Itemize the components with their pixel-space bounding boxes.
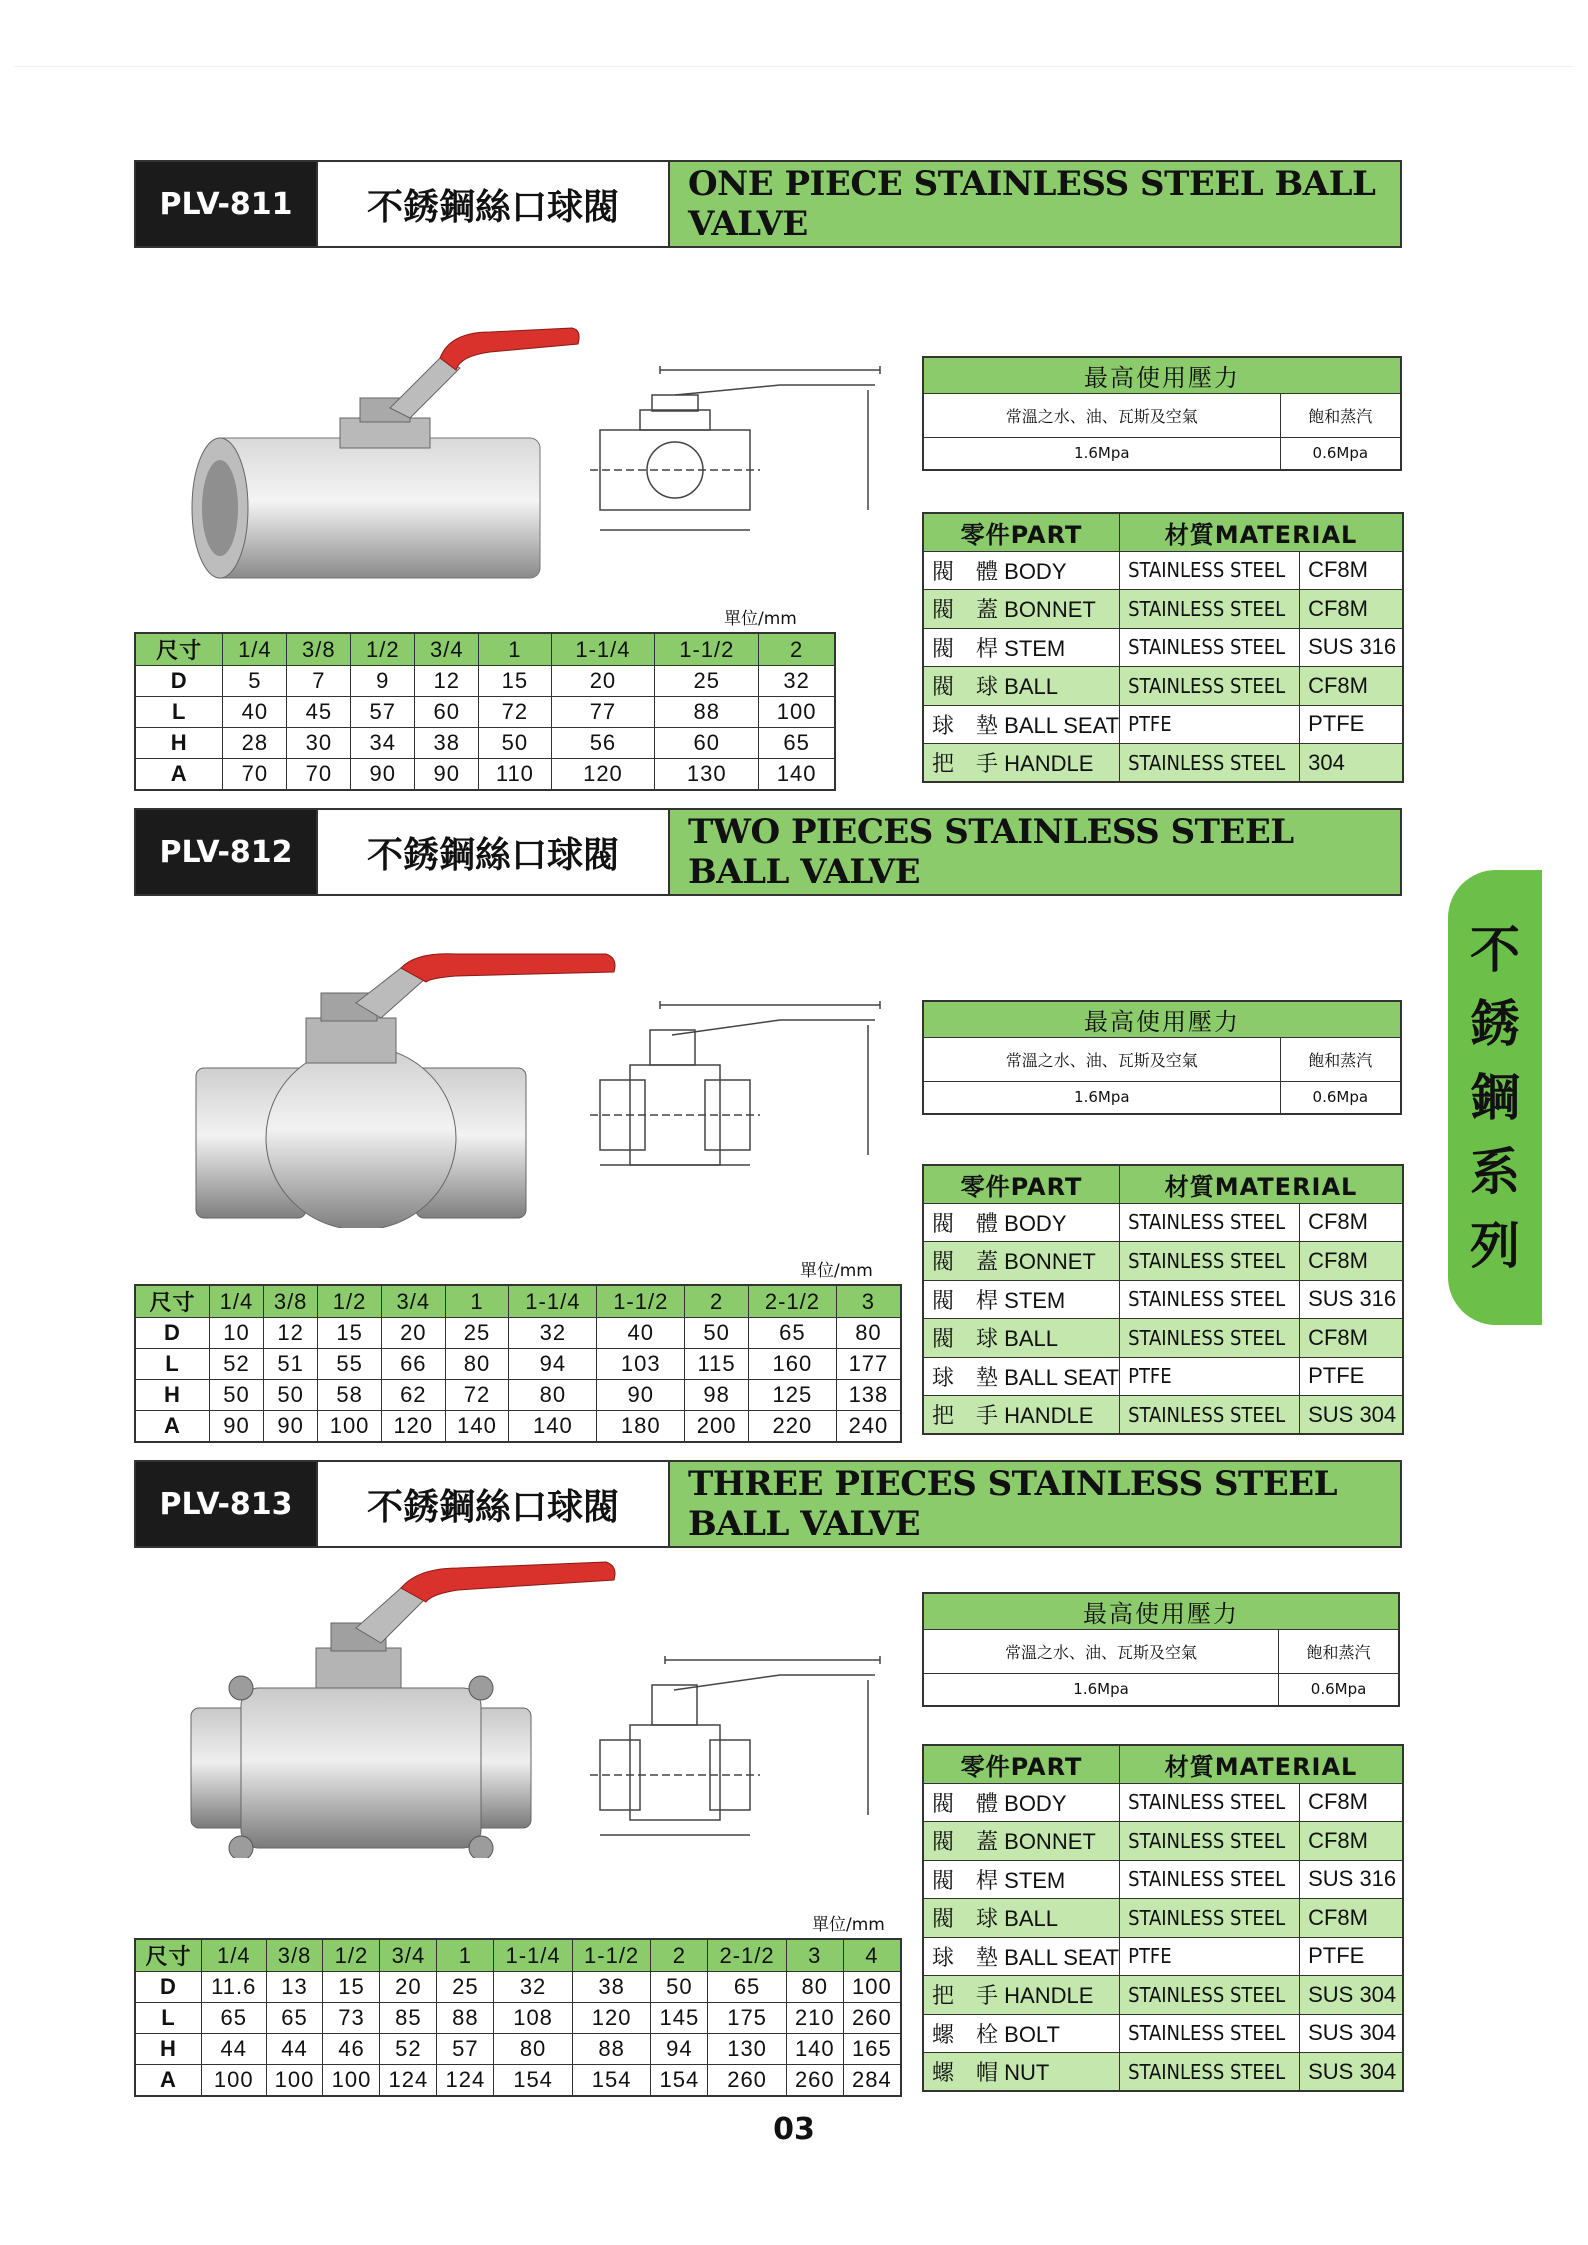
dim-cell: 80 [836,1318,901,1349]
part-material: PTFE [1120,1937,1300,1976]
part-grade: CF8M [1300,1822,1403,1861]
dim-cell: 165 [843,2034,901,2065]
unit-label: 單位/mm [812,1915,885,1935]
part-name: 球 墊 BALL SEAT [923,705,1120,744]
dim-cell: 125 [748,1380,836,1411]
dim-cell: 110 [479,759,551,790]
dim-cell: 90 [351,759,415,790]
part-material: STAINLESS STEEL [1120,2053,1300,2092]
dim-header: 3/8 [266,1939,323,1972]
dim-cell: 25 [445,1318,509,1349]
dim-cell: 44 [201,2034,266,2065]
dim-cell: 52 [209,1349,263,1380]
part-grade: SUS 316 [1300,628,1403,667]
dim-cell: 12 [415,666,479,697]
dim-cell: 220 [748,1411,836,1442]
dim-header: 1/2 [351,633,415,666]
parts-header-material: 材質MATERIAL [1120,513,1403,551]
dim-cell: 10 [209,1318,263,1349]
dim-header: 3/4 [381,1285,445,1318]
part-material: STAINLESS STEEL [1120,1203,1300,1242]
part-name: 閥 桿 STEM [923,1860,1120,1899]
pressure-title: 最高使用壓力 [923,357,1401,394]
dim-cell: 50 [209,1380,263,1411]
parts-header-material: 材質MATERIAL [1120,1745,1403,1783]
dim-header: 1 [445,1285,509,1318]
top-rule [14,66,1574,67]
pressure-value-2: 0.6Mpa [1279,1674,1399,1706]
dim-cell: 62 [381,1380,445,1411]
dim-header: 1-1/4 [494,1939,573,1972]
dim-cell: 154 [494,2065,573,2096]
dim-cell: 85 [380,2003,437,2034]
pressure-col-water-oil-gas-air: 常溫之水、油、瓦斯及空氣 [923,1630,1279,1674]
part-name: 閥 體 BODY [923,551,1120,590]
dim-header: 1-1/2 [597,1285,685,1318]
dim-row-label: L [135,697,223,728]
dim-cell: 51 [264,1349,318,1380]
dim-cell: 72 [445,1380,509,1411]
dim-cell: 80 [494,2034,573,2065]
dim-cell: 20 [381,1318,445,1349]
dim-cell: 65 [748,1318,836,1349]
part-name: 閥 桿 STEM [923,628,1120,667]
dim-cell: 88 [437,2003,494,2034]
dim-header: 1 [479,633,551,666]
dim-cell: 80 [445,1349,509,1380]
dimension-table-1 [134,632,836,791]
product-code: PLV-811 [136,162,316,246]
part-name: 把 手 HANDLE [923,1396,1120,1435]
dim-cell: 260 [708,2065,787,2096]
dim-cell: 100 [759,697,835,728]
dim-cell: 9 [351,666,415,697]
dim-cell: 58 [318,1380,382,1411]
dim-header: 3/8 [264,1285,318,1318]
part-grade: SUS 304 [1300,2014,1403,2053]
dim-cell: 20 [380,1972,437,2003]
dim-cell: 34 [351,728,415,759]
pressure-col-steam: 飽和蒸汽 [1280,394,1401,438]
dim-cell: 90 [264,1411,318,1442]
parts-header-part: 零件PART [923,1165,1120,1203]
pressure-title: 最高使用壓力 [923,1593,1399,1630]
dim-header: 1-1/4 [551,633,655,666]
dim-cell: 25 [655,666,759,697]
dim-cell: 120 [381,1411,445,1442]
section-header-plv-811 [134,160,1402,248]
page-number: 03 [773,2112,815,2147]
unit-label: 單位/mm [724,609,797,629]
dim-cell: 90 [597,1380,685,1411]
dim-cell: 94 [509,1349,597,1380]
dim-cell: 260 [843,2003,901,2034]
dim-cell: 100 [266,2065,323,2096]
dim-row-label: H [135,2034,201,2065]
dim-cell: 50 [651,1972,708,2003]
part-name: 球 墊 BALL SEAT [923,1357,1120,1396]
part-name: 閥 桿 STEM [923,1280,1120,1319]
part-material: STAINLESS STEEL [1120,628,1300,667]
part-grade: SUS 316 [1300,1860,1403,1899]
dim-cell: 145 [651,2003,708,2034]
dim-cell: 60 [415,697,479,728]
part-name: 閥 球 BALL [923,1319,1120,1358]
dim-cell: 80 [786,1972,843,2003]
dim-cell: 65 [266,2003,323,2034]
parts-header-material: 材質MATERIAL [1120,1165,1403,1203]
dim-row-label: A [135,2065,201,2096]
dim-cell: 120 [572,2003,651,2034]
part-material: STAINLESS STEEL [1120,1976,1300,2015]
dim-cell: 70 [287,759,351,790]
dim-cell: 15 [479,666,551,697]
dim-cell: 56 [551,728,655,759]
product-title-zh: 不銹鋼絲口球閥 [316,810,670,894]
side-category-tab [1448,870,1542,1325]
dim-header: 3/4 [415,633,479,666]
dim-cell: 5 [223,666,287,697]
dim-cell: 57 [351,697,415,728]
dim-cell: 38 [572,1972,651,2003]
product-code: PLV-812 [136,810,316,894]
dim-header: 4 [843,1939,901,1972]
part-grade: 304 [1300,744,1403,783]
part-grade: CF8M [1300,1783,1403,1822]
dim-header: 3 [786,1939,843,1972]
parts-material-table-3 [922,1744,1404,2092]
part-material: STAINLESS STEEL [1120,1319,1300,1358]
dim-header: 2 [685,1285,749,1318]
product-title-zh: 不銹鋼絲口球閥 [316,1462,670,1546]
dim-header: 尺寸 [135,1939,201,1972]
part-name: 閥 蓋 BONNET [923,1242,1120,1281]
part-grade: SUS 304 [1300,1396,1403,1435]
dim-cell: 140 [759,759,835,790]
dim-cell: 38 [415,728,479,759]
part-grade: SUS 304 [1300,2053,1403,2092]
dimension-table-2 [134,1284,902,1443]
dim-cell: 175 [708,2003,787,2034]
one-piece-valve-photo [190,318,590,588]
parts-header-part: 零件PART [923,1745,1120,1783]
part-grade: CF8M [1300,1899,1403,1938]
part-material: STAINLESS STEEL [1120,1822,1300,1861]
dim-cell: 44 [266,2034,323,2065]
two-piece-technical-drawing [590,985,890,1185]
dim-cell: 130 [655,759,759,790]
unit-label: 單位/mm [800,1261,873,1281]
part-grade: CF8M [1300,1242,1403,1281]
dim-header: 1/2 [323,1939,380,1972]
part-name: 閥 蓋 BONNET [923,1822,1120,1861]
dimension-table-3 [134,1938,902,2097]
section-header-plv-812 [134,808,1402,896]
pressure-value-2: 0.6Mpa [1280,1082,1401,1114]
part-name: 閥 體 BODY [923,1783,1120,1822]
part-grade: CF8M [1300,551,1403,590]
part-material: STAINLESS STEEL [1120,1280,1300,1319]
dim-cell: 100 [318,1411,382,1442]
dim-cell: 210 [786,2003,843,2034]
part-grade: CF8M [1300,1203,1403,1242]
dim-header: 1-1/2 [655,633,759,666]
dim-cell: 100 [201,2065,266,2096]
dim-row-label: A [135,1411,209,1442]
two-piece-valve-photo [186,948,626,1228]
dim-cell: 124 [380,2065,437,2096]
dim-cell: 32 [509,1318,597,1349]
dim-cell: 284 [843,2065,901,2096]
dim-cell: 180 [597,1411,685,1442]
pressure-col-steam: 飽和蒸汽 [1279,1630,1399,1674]
dim-cell: 140 [786,2034,843,2065]
part-grade: SUS 316 [1300,1280,1403,1319]
dim-header: 1-1/4 [509,1285,597,1318]
dim-cell: 108 [494,2003,573,2034]
part-name: 把 手 HANDLE [923,1976,1120,2015]
dim-cell: 94 [651,2034,708,2065]
three-piece-technical-drawing [590,1640,890,1840]
dim-cell: 40 [223,697,287,728]
product-code: PLV-813 [136,1462,316,1546]
pressure-value-1: 1.6Mpa [923,1674,1279,1706]
dim-cell: 130 [708,2034,787,2065]
dim-row-label: L [135,1349,209,1380]
dim-cell: 115 [685,1349,749,1380]
dim-header: 尺寸 [135,633,223,666]
dim-cell: 100 [323,2065,380,2096]
parts-material-table-2 [922,1164,1404,1435]
product-title-en: THREE PIECES STAINLESS STEEL BALL VALVE [670,1462,1400,1546]
dim-cell: 120 [551,759,655,790]
pressure-col-steam: 飽和蒸汽 [1280,1038,1401,1082]
dim-cell: 154 [651,2065,708,2096]
side-tab-char: 銹 [1470,994,1520,1053]
side-tab-char: 不 [1470,920,1520,979]
part-material: STAINLESS STEEL [1120,1860,1300,1899]
dim-cell: 50 [479,728,551,759]
dim-cell: 140 [509,1411,597,1442]
dim-cell: 140 [445,1411,509,1442]
dim-cell: 40 [597,1318,685,1349]
dim-cell: 28 [223,728,287,759]
dim-header: 1 [437,1939,494,1972]
dim-cell: 80 [509,1380,597,1411]
dim-header: 2 [759,633,835,666]
dim-cell: 88 [655,697,759,728]
dim-cell: 200 [685,1411,749,1442]
dim-cell: 15 [323,1972,380,2003]
dim-cell: 50 [685,1318,749,1349]
pressure-title: 最高使用壓力 [923,1001,1401,1038]
dim-cell: 177 [836,1349,901,1380]
dim-header: 2-1/2 [748,1285,836,1318]
part-material: STAINLESS STEEL [1120,2014,1300,2053]
parts-material-table-1 [922,512,1404,783]
part-material: STAINLESS STEEL [1120,551,1300,590]
dim-header: 1-1/2 [572,1939,651,1972]
section-header-plv-813 [134,1460,1402,1548]
dim-header: 1/4 [223,633,287,666]
dim-cell: 11.6 [201,1972,266,2003]
part-grade: CF8M [1300,590,1403,629]
part-grade: SUS 304 [1300,1976,1403,2015]
dim-header: 2-1/2 [708,1939,787,1972]
dim-cell: 65 [201,2003,266,2034]
dim-header: 1/2 [318,1285,382,1318]
dim-cell: 55 [318,1349,382,1380]
dim-cell: 72 [479,697,551,728]
part-name: 閥 蓋 BONNET [923,590,1120,629]
part-grade: PTFE [1300,1357,1403,1396]
part-grade: PTFE [1300,1937,1403,1976]
dim-cell: 30 [287,728,351,759]
dim-cell: 50 [264,1380,318,1411]
product-title-zh: 不銹鋼絲口球閥 [316,162,670,246]
dim-cell: 32 [494,1972,573,2003]
dim-cell: 45 [287,697,351,728]
side-tab-char: 鋼 [1470,1068,1520,1127]
dim-header: 2 [651,1939,708,1972]
dim-cell: 65 [708,1972,787,2003]
dim-header: 3/4 [380,1939,437,1972]
part-material: STAINLESS STEEL [1120,1899,1300,1938]
part-material: STAINLESS STEEL [1120,744,1300,783]
dim-cell: 65 [759,728,835,759]
dim-cell: 154 [572,2065,651,2096]
max-pressure-table-3 [922,1592,1400,1707]
dim-header: 1/4 [201,1939,266,1972]
max-pressure-table-2 [922,1000,1402,1115]
pressure-col-water-oil-gas-air: 常溫之水、油、瓦斯及空氣 [923,394,1280,438]
dim-cell: 88 [572,2034,651,2065]
dim-cell: 138 [836,1380,901,1411]
part-name: 把 手 HANDLE [923,744,1120,783]
dim-cell: 90 [209,1411,263,1442]
dim-cell: 52 [380,2034,437,2065]
dim-row-label: D [135,1972,201,2003]
dim-row-label: H [135,728,223,759]
parts-header-part: 零件PART [923,513,1120,551]
one-piece-technical-drawing [590,340,890,540]
dim-cell: 15 [318,1318,382,1349]
three-piece-valve-photo [186,1558,626,1858]
dim-cell: 46 [323,2034,380,2065]
pressure-value-1: 1.6Mpa [923,1082,1280,1114]
side-tab-char: 系 [1470,1142,1520,1201]
part-material: PTFE [1120,1357,1300,1396]
dim-header: 3 [836,1285,901,1318]
part-material: STAINLESS STEEL [1120,1242,1300,1281]
part-material: STAINLESS STEEL [1120,1396,1300,1435]
dim-cell: 240 [836,1411,901,1442]
dim-cell: 32 [759,666,835,697]
pressure-value-1: 1.6Mpa [923,438,1280,470]
dim-cell: 13 [266,1972,323,2003]
dim-cell: 90 [415,759,479,790]
product-title-en: TWO PIECES STAINLESS STEEL BALL VALVE [670,810,1400,894]
dim-row-label: L [135,2003,201,2034]
part-material: STAINLESS STEEL [1120,667,1300,706]
dim-cell: 12 [264,1318,318,1349]
part-material: STAINLESS STEEL [1120,1783,1300,1822]
dim-cell: 57 [437,2034,494,2065]
dim-header: 3/8 [287,633,351,666]
dim-cell: 77 [551,697,655,728]
dim-header: 尺寸 [135,1285,209,1318]
side-tab-char: 列 [1470,1216,1520,1275]
part-name: 閥 體 BODY [923,1203,1120,1242]
dim-cell: 160 [748,1349,836,1380]
part-grade: PTFE [1300,705,1403,744]
part-name: 螺 帽 NUT [923,2053,1120,2092]
dim-cell: 73 [323,2003,380,2034]
dim-cell: 60 [655,728,759,759]
dim-cell: 66 [381,1349,445,1380]
dim-cell: 100 [843,1972,901,2003]
dim-cell: 70 [223,759,287,790]
pressure-value-2: 0.6Mpa [1280,438,1401,470]
part-material: STAINLESS STEEL [1120,590,1300,629]
part-name: 閥 球 BALL [923,1899,1120,1938]
dim-header: 1/4 [209,1285,263,1318]
pressure-col-water-oil-gas-air: 常溫之水、油、瓦斯及空氣 [923,1038,1280,1082]
part-name: 閥 球 BALL [923,667,1120,706]
dim-cell: 98 [685,1380,749,1411]
dim-cell: 20 [551,666,655,697]
dim-cell: 260 [786,2065,843,2096]
dim-row-label: D [135,666,223,697]
dim-row-label: A [135,759,223,790]
max-pressure-table-1 [922,356,1402,471]
dim-cell: 124 [437,2065,494,2096]
dim-cell: 7 [287,666,351,697]
dim-cell: 103 [597,1349,685,1380]
part-grade: CF8M [1300,667,1403,706]
part-name: 球 墊 BALL SEAT [923,1937,1120,1976]
product-title-en: ONE PIECE STAINLESS STEEL BALL VALVE [670,162,1400,246]
dim-row-label: D [135,1318,209,1349]
part-material: PTFE [1120,705,1300,744]
part-name: 螺 栓 BOLT [923,2014,1120,2053]
part-grade: CF8M [1300,1319,1403,1358]
dim-cell: 25 [437,1972,494,2003]
dim-row-label: H [135,1380,209,1411]
